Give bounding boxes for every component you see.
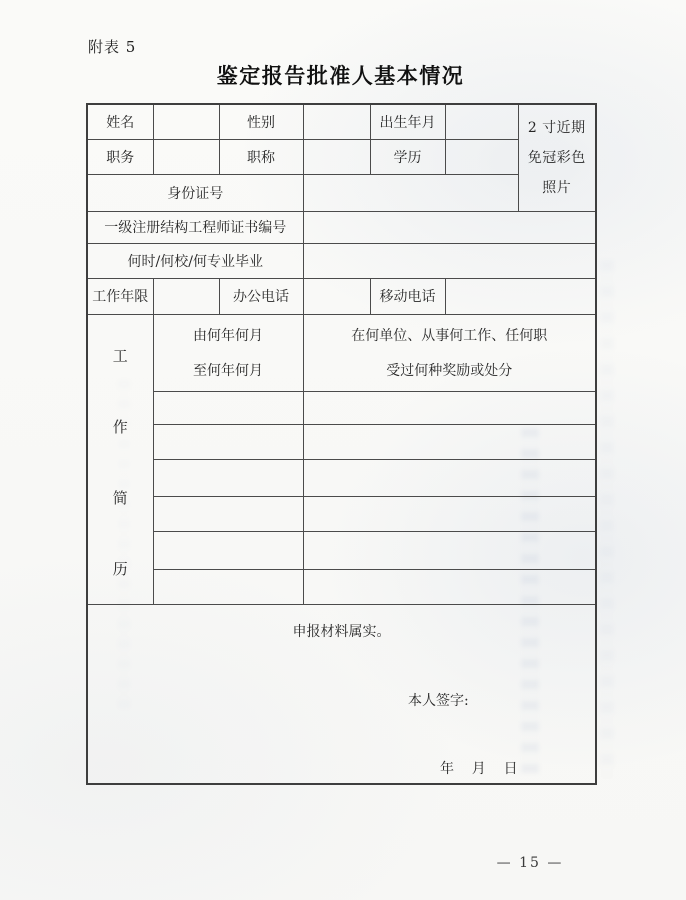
id-number-value-cell [303, 174, 518, 211]
work-history-section-label [87, 314, 153, 604]
position-label: 职务 [87, 139, 153, 174]
position-value-cell [153, 139, 219, 174]
birth-label: 出生年月 [370, 104, 445, 139]
name-label: 姓名 [87, 104, 153, 139]
work-description-header-line1: 在何单位、从事何工作、任何职 [351, 328, 548, 344]
work-date-cell [153, 459, 303, 496]
work-date-cell [153, 531, 303, 569]
certificate-value-cell [303, 211, 596, 243]
work-date-cell [153, 424, 303, 459]
photo-note-line3: 照片 [542, 179, 572, 196]
office-phone-value-cell [303, 278, 370, 314]
name-value-cell [153, 104, 219, 139]
section-char: 简 [112, 489, 128, 508]
section-char: 历 [112, 560, 128, 579]
section-char: 作 [112, 417, 128, 436]
date-range-header-line2: 至何年何月 [193, 363, 263, 379]
work-description-cell [303, 391, 596, 424]
row-phones [87, 278, 596, 314]
work-history-row [87, 424, 596, 459]
work-history-row [87, 391, 596, 424]
work-history-row [87, 459, 596, 496]
date-range-header [153, 314, 303, 391]
attachment-label: 附表 5 [88, 38, 137, 56]
declaration-statement: 申报材料属实。 [292, 623, 391, 640]
job-title-value-cell [303, 139, 370, 174]
birth-value-cell [445, 104, 518, 139]
work-description-cell [303, 424, 596, 459]
id-number-label: 身份证号 [87, 174, 303, 211]
page-number: — 15 — [496, 855, 564, 871]
declaration-cell [87, 604, 596, 784]
page-title: 鉴定报告批准人基本情况 [216, 64, 465, 88]
photo-cell [518, 104, 596, 211]
gender-value-cell [303, 104, 370, 139]
row-name-gender-birth [87, 104, 596, 139]
work-history-row [87, 569, 596, 604]
work-history-row [87, 531, 596, 569]
row-graduation [87, 243, 596, 278]
date-range-header-line1: 由何年何月 [193, 328, 263, 344]
approver-info-table [86, 103, 597, 785]
work-history-row [87, 496, 596, 531]
work-description-header [303, 314, 596, 391]
date-line: 年 月 日 [440, 760, 518, 777]
work-date-cell [153, 391, 303, 424]
work-date-cell [153, 496, 303, 531]
work-years-label: 工作年限 [87, 278, 153, 314]
work-history-header-row [87, 314, 596, 391]
mobile-phone-label: 移动电话 [370, 278, 445, 314]
education-label: 学历 [370, 139, 445, 174]
photo-note-line2: 免冠彩色 [527, 149, 586, 166]
graduation-value-cell [303, 243, 596, 278]
gender-label: 性别 [219, 104, 303, 139]
work-years-value-cell [153, 278, 219, 314]
work-description-cell [303, 496, 596, 531]
declaration-row [87, 604, 596, 784]
graduation-label: 何时/何校/何专业毕业 [87, 243, 303, 278]
work-date-cell [153, 569, 303, 604]
work-description-cell [303, 569, 596, 604]
education-value-cell [445, 139, 518, 174]
signature-label: 本人签字: [408, 692, 469, 709]
section-char: 工 [112, 346, 128, 365]
certificate-label: 一级注册结构工程师证书编号 [87, 211, 303, 243]
work-description-cell [303, 459, 596, 496]
ink-bleedthrough [600, 260, 614, 780]
work-description-header-line2: 受过何种奖励或处分 [386, 363, 513, 379]
photo-note-line1: 2 寸近期 [527, 119, 586, 136]
row-certificate [87, 211, 596, 243]
mobile-phone-value-cell [445, 278, 596, 314]
job-title-label: 职称 [219, 139, 303, 174]
office-phone-label: 办公电话 [219, 278, 303, 314]
work-description-cell [303, 531, 596, 569]
